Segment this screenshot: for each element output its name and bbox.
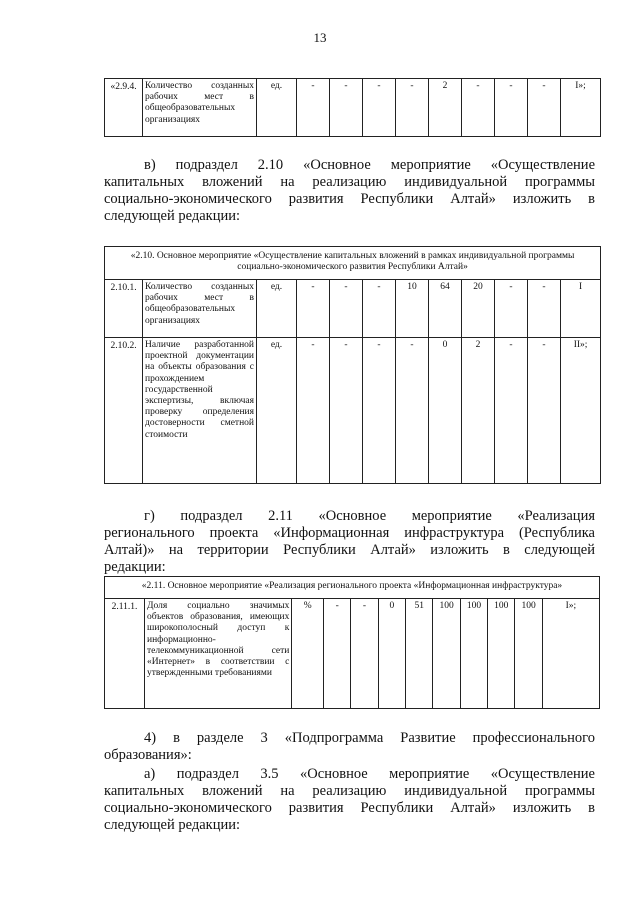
paragraph-line: следующей редакции:: [104, 208, 241, 224]
paragraph-line: г) подраздел 2.11 «Основное мероприятие «Реализация: [144, 508, 595, 524]
row-description: Доля социально значимых объектов образования, имеющих широкополосный доступ к информационно-телекоммуникационной сети «Интернет» в соответствии с утвержденными требованиями: [145, 599, 292, 709]
row-value: 100: [488, 599, 515, 709]
row-value: 100: [433, 599, 460, 709]
row-value: 10: [396, 280, 429, 338]
row-end: I»;: [561, 79, 601, 137]
paragraph-g: [104, 508, 595, 576]
row-description: Количество созданных рабочих мест в общеобразовательных организациях: [143, 79, 257, 137]
paragraph-v: [104, 157, 595, 225]
row-description: Наличие разработанной проектной документации на объекты образования с прохождением государственной экспертизы, включая проверку определения достоверности сметной стоимости: [143, 338, 257, 484]
row-value: -: [495, 79, 528, 137]
row-value: -: [528, 338, 561, 484]
row-unit: ед.: [257, 280, 297, 338]
row-value: 2: [429, 79, 462, 137]
row-value: -: [323, 599, 350, 709]
row-value: -: [330, 79, 363, 137]
row-unit: ед.: [257, 79, 297, 137]
paragraph-line: социально-экономического развития Республики Алтай» изложить в: [104, 800, 595, 816]
row-value: 51: [406, 599, 433, 709]
row-code: «2.9.4.: [105, 79, 143, 137]
paragraph-line: регионального проекта «Информационная инфраструктура (Республика: [104, 525, 595, 541]
row-value: -: [495, 338, 528, 484]
paragraph-line: следующей редакции:: [104, 817, 241, 833]
row-unit: ед.: [257, 338, 297, 484]
section-header: «2.10. Основное мероприятие «Осуществление капитальных вложений в рамках индивидуальной программы социально-экономического развития Республики Алтай»: [105, 247, 601, 280]
row-value: -: [297, 79, 330, 137]
paragraph-line: капитальных вложений на реализацию индивидуальной программы: [104, 174, 595, 190]
table-2-9-4: [104, 78, 601, 137]
page-number: 13: [313, 30, 327, 45]
row-value: -: [297, 280, 330, 338]
row-value: -: [297, 338, 330, 484]
row-value: -: [462, 79, 495, 137]
paragraph-line: а) подраздел 3.5 «Основное мероприятие «Осуществление: [144, 766, 595, 782]
row-description: Количество созданных рабочих мест в общеобразовательных организациях: [143, 280, 257, 338]
row-value: -: [330, 280, 363, 338]
table-row: [105, 338, 601, 484]
row-value: 0: [429, 338, 462, 484]
row-value: -: [396, 79, 429, 137]
row-value: -: [528, 280, 561, 338]
paragraph-line: редакции:: [104, 559, 166, 575]
row-value: 20: [462, 280, 495, 338]
table-2-11: [104, 576, 600, 709]
paragraph-line: капитальных вложений на реализацию индивидуальной программы: [104, 783, 595, 799]
row-end: I»;: [542, 599, 599, 709]
paragraph-line: 4) в разделе 3 «Подпрограмма Развитие профессионального: [144, 730, 595, 746]
row-value: -: [330, 338, 363, 484]
row-value: 0: [378, 599, 405, 709]
section-header: «2.11. Основное мероприятие «Реализация регионального проекта «Информационная инфраструктура»: [105, 577, 600, 599]
row-unit: %: [292, 599, 324, 709]
paragraph-line: в) подраздел 2.10 «Основное мероприятие «Осуществление: [144, 157, 595, 173]
table-header-row: [105, 247, 601, 280]
paragraph-line: Алтай)» на территории Республики Алтай» изложить в следующей: [104, 542, 595, 558]
paragraph-4: [104, 730, 595, 764]
table-row: [105, 280, 601, 338]
row-value: -: [351, 599, 378, 709]
row-value: -: [363, 79, 396, 137]
row-code: 2.11.1.: [105, 599, 145, 709]
paragraph-line: образования»:: [104, 747, 192, 763]
row-value: 2: [462, 338, 495, 484]
row-value: -: [363, 338, 396, 484]
row-code: 2.10.1.: [105, 280, 143, 338]
table-header-row: [105, 577, 600, 599]
paragraph-line: социально-экономического развития Республики Алтай» изложить в: [104, 191, 595, 207]
row-value: 64: [429, 280, 462, 338]
table-2-10: [104, 246, 601, 484]
row-value: -: [396, 338, 429, 484]
row-value: -: [495, 280, 528, 338]
table-row: [105, 599, 600, 709]
paragraph-a: [104, 766, 595, 834]
row-value: 100: [515, 599, 542, 709]
row-code: 2.10.2.: [105, 338, 143, 484]
table-row: [105, 79, 601, 137]
row-value: -: [363, 280, 396, 338]
row-value: -: [528, 79, 561, 137]
row-value: 100: [460, 599, 487, 709]
row-end: I: [561, 280, 601, 338]
row-end: II»;: [561, 338, 601, 484]
